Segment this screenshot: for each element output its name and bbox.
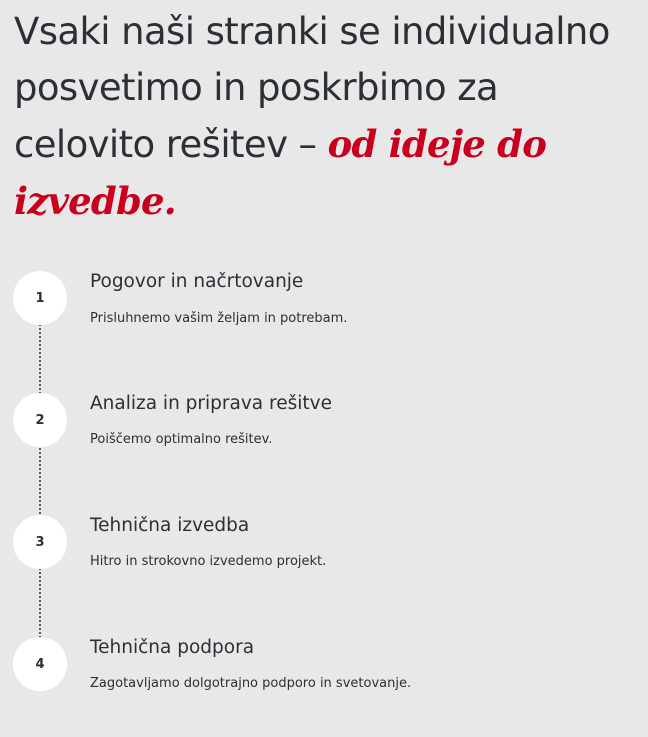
step-item-4 (0, 637, 648, 737)
step-description: Poiščemo optimalno rešitev. (90, 432, 273, 447)
headline-text: Vsaki naši stranki se individualno posvetimo in poskrbimo za celovito rešitev – (14, 10, 610, 166)
step-number-badge: 3 (13, 515, 67, 569)
headline-accent: od ideje do izvedbe. (14, 122, 547, 223)
step-description: Hitro in strokovno izvedemo projekt. (90, 554, 327, 569)
step-number-badge: 1 (13, 271, 67, 325)
step-title: Pogovor in načrtovanje (90, 271, 304, 292)
step-item-1 (0, 271, 648, 371)
step-item-2 (0, 393, 648, 493)
step-item-3 (0, 515, 648, 615)
step-description: Zagotavljamo dolgotrajno podporo in svetovanje. (90, 676, 412, 691)
step-title: Tehnična podpora (90, 637, 255, 658)
step-title: Tehnična izvedba (90, 515, 250, 536)
step-number-badge: 2 (13, 393, 67, 447)
step-description: Prisluhnemo vašim željam in potrebam. (90, 311, 348, 326)
step-number-badge: 4 (13, 637, 67, 691)
step-title: Analiza in priprava rešitve (90, 393, 332, 414)
